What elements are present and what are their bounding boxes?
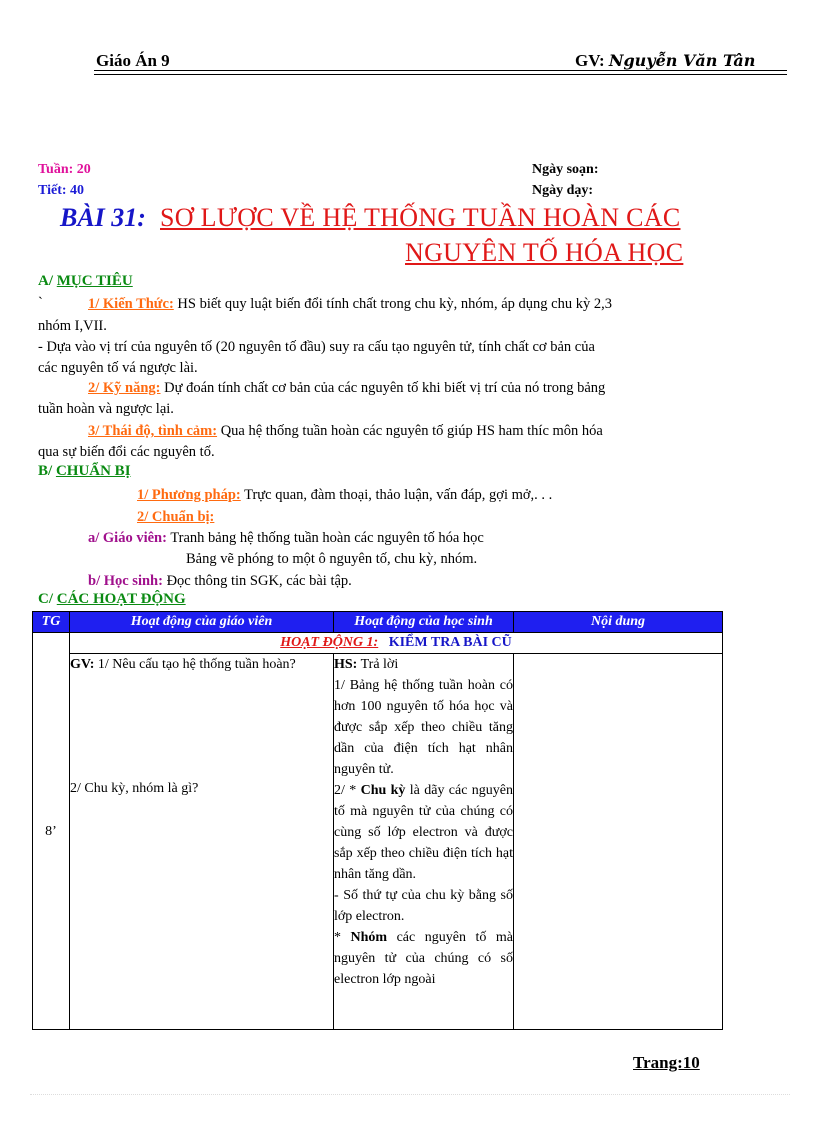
skills-label: 2/ Kỹ năng: bbox=[88, 380, 161, 396]
section-a-heading: A/ MỤC TIÊU bbox=[38, 273, 133, 289]
objective-knowledge: 1/ Kiến Thức: HS biết quy luật biến đổi tính chất trong chu kỳ, nhóm, áp dụng chu kỳ 2,3 bbox=[88, 296, 612, 312]
lesson-title-line2: NGUYÊN TỐ HÓA HỌC bbox=[405, 238, 684, 267]
method-label: 1/ Phương pháp: bbox=[137, 487, 241, 503]
student-label: b/ Học sinh: bbox=[88, 573, 163, 589]
period-label: Tiết: 40 bbox=[38, 183, 85, 198]
preparation-label: 2/ Chuẩn bị: bbox=[137, 509, 215, 525]
method-line: 1/ Phương pháp: Trực quan, đàm thoại, thảo luận, vấn đáp, gợi mở,. . . bbox=[137, 487, 553, 503]
teacher-prep: a/ Giáo viên: Tranh bảng hệ thống tuần hoàn các nguyên tố hóa học bbox=[88, 530, 484, 546]
table-header-row bbox=[33, 612, 723, 633]
col-teacher: Hoạt động của giáo viên bbox=[70, 612, 334, 633]
teach-date-label: Ngày dạy: bbox=[532, 183, 594, 198]
objective-knowledge-b1: - Dựa vào vị trí của nguyên tố (20 nguyên tố đầu) suy ra cấu tạo nguyên tử, tính chất cơ bản của bbox=[38, 339, 595, 355]
week-label: Tuần: 20 bbox=[38, 162, 91, 177]
activity-heading: HOẠT ĐỘNG 1: KIỂM TRA BÀI CŨ bbox=[70, 633, 723, 654]
lesson-title-line1: SƠ LƯỢC VỀ HỆ THỐNG TUẦN HOÀN CÁC bbox=[160, 203, 681, 232]
tick-mark: ` bbox=[38, 295, 43, 311]
page-bottom-rule bbox=[30, 1094, 790, 1095]
header-left: Giáo Án 9 bbox=[96, 51, 170, 70]
attitude-label: 3/ Thái độ, tình cảm: bbox=[88, 423, 218, 439]
objective-skills: 2/ Kỹ năng: Dự đoán tính chất cơ bản của các nguyên tố khi biết vị trí của nó trong bảng bbox=[88, 380, 606, 396]
prep-date-label: Ngày soạn: bbox=[532, 162, 599, 177]
lesson-number: BÀI 31: bbox=[60, 203, 146, 232]
content-cell bbox=[514, 654, 723, 1030]
col-time: TG bbox=[33, 612, 70, 633]
header-right bbox=[575, 51, 755, 71]
col-content: Nội dung bbox=[514, 612, 723, 633]
objective-knowledge-cont: nhóm I,VII. bbox=[38, 318, 107, 334]
objective-knowledge-b2: các nguyên tố vá ngược lài. bbox=[38, 360, 198, 376]
teacher-prep-cont: Bảng vẽ phóng to một ô nguyên tố, chu kỳ, nhóm. bbox=[186, 551, 478, 567]
student-prep: b/ Học sinh: Đọc thông tin SGK, các bài tập. bbox=[88, 573, 352, 589]
activity-table bbox=[32, 611, 723, 1030]
page-number: Trang:10 bbox=[633, 1053, 700, 1072]
section-b-heading: B/ CHUẨN BỊ bbox=[38, 463, 131, 479]
header-teacher-prefix: GV: bbox=[575, 51, 609, 70]
objective-attitude-cont: qua sự biến đổi các nguyên tố. bbox=[38, 444, 215, 460]
student-activity-cell: HS: Trả lời 1/ Bảng hệ thống tuần hoàn có hơn 100 nguyên tố hóa học và được sắp xếp theo chiều tăng dần của điện tích hạt nhân nguyên tử. 2/ * Chu kỳ là dãy các nguyên tố mà nguyên tử của chúng có cùng số lớp electron và được sắp xếp theo chiều điện tích hạt nhân tăng dần. - Số thứ tự của chu kỳ bằng số lớp electron. * Nhóm các nguyên tố mà nguyên tử của chúng có số electron lớp ngoài bbox=[334, 654, 514, 1030]
section-c-heading: C/ CÁC HOẠT ĐỘNG bbox=[38, 591, 186, 607]
teacher-activity-cell: GV: 1/ Nêu cấu tạo hệ thống tuần hoàn? 2/ Chu kỳ, nhóm là gì? bbox=[70, 654, 334, 1030]
objective-attitude: 3/ Thái độ, tình cảm: Qua hệ thống tuần hoàn các nguyên tố giúp HS ham thíc môn hóa bbox=[88, 423, 603, 439]
knowledge-label: 1/ Kiến Thức: bbox=[88, 296, 174, 312]
objective-skills-cont: tuần hoàn và ngược lại. bbox=[38, 401, 174, 417]
time-cell: 8’ bbox=[33, 633, 70, 1030]
header-divider bbox=[94, 70, 787, 75]
teacher-label: a/ Giáo viên: bbox=[88, 530, 167, 546]
header-teacher-name: Nguyễn Văn Tân bbox=[608, 51, 756, 70]
col-student: Hoạt động của học sinh bbox=[334, 612, 514, 633]
